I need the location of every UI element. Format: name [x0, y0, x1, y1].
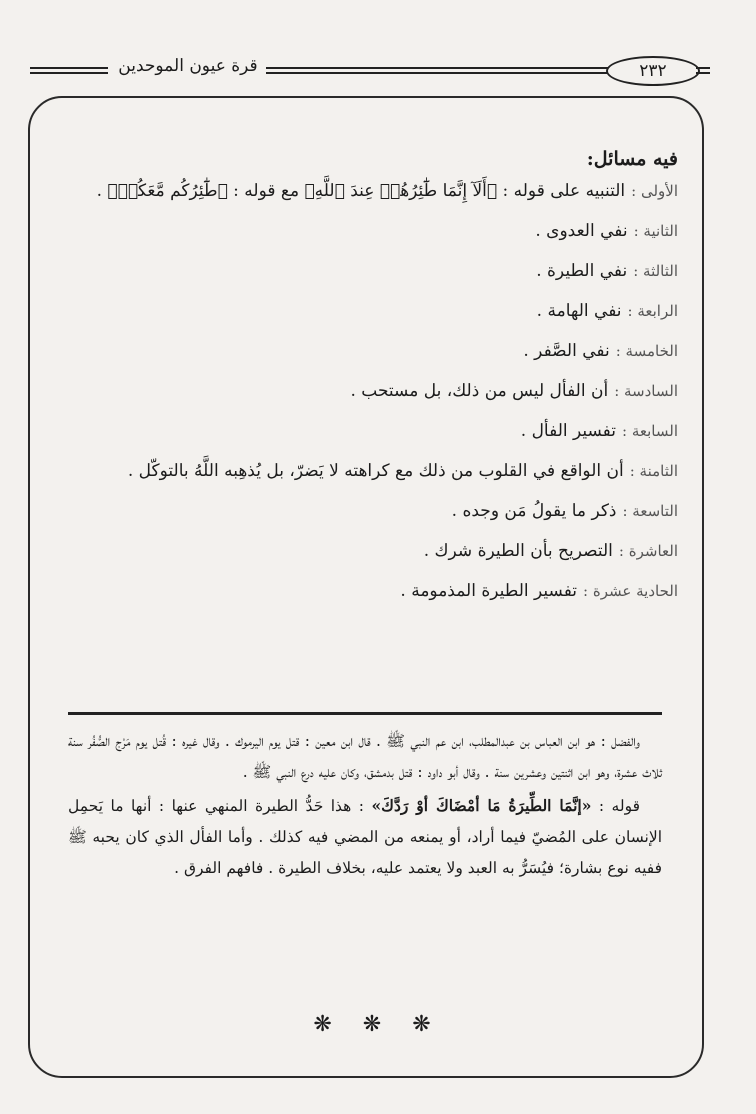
footnotes: [68, 726, 662, 886]
issue-text: نفي الهامة .: [536, 301, 622, 321]
issue-label: الثانية :: [633, 222, 678, 240]
issue-text: نفي الطيرة .: [536, 261, 628, 281]
issue-label: الثالثة :: [633, 262, 678, 280]
issue-label: السادسة :: [614, 382, 678, 400]
issue-label: السابعة :: [622, 422, 678, 440]
issue-item: [60, 456, 678, 486]
issue-text: التنبيه على قوله : ﴿أَلَآ إِنَّمَا طَٰٓئِرُهُمۡ عِندَ ٱللَّهِ﴾ مع قوله : ﴿طَٰٓئِرُكُم مَّعَكُمۡ﴾ .: [96, 181, 626, 201]
issue-label: الثامنة :: [629, 462, 678, 480]
header-rule-middle: [266, 67, 608, 74]
issue-label: الخامسة :: [615, 342, 678, 360]
issue-text: التصريح بأن الطيرة شرك .: [423, 541, 613, 561]
issue-text: نفي العدوى .: [535, 221, 628, 241]
footnote-lead: قوله :: [591, 797, 640, 815]
issue-text: أن الفأل ليس من ذلك، بل مستحب .: [350, 381, 609, 401]
issue-text: تفسير الفأل .: [520, 421, 617, 441]
issue-item: [60, 416, 678, 446]
issue-text: تفسير الطيرة المذمومة .: [400, 581, 578, 601]
issues-section: [60, 140, 678, 616]
issue-item: [60, 376, 678, 406]
issue-item: [60, 576, 678, 606]
issue-label: الحادية عشرة :: [583, 582, 678, 600]
page-header: [28, 54, 708, 94]
footnote-separator: [68, 712, 662, 715]
section-heading: فيه مسائل:: [586, 148, 678, 170]
footnote-paragraph: [68, 790, 662, 884]
issue-item: [60, 536, 678, 566]
issue-item: [60, 256, 678, 286]
issue-label: التاسعة :: [622, 502, 678, 520]
issue-text: نفي الصَّفر .: [523, 341, 610, 361]
issue-text: أن الواقع في القلوب من ذلك مع كراهته لا يَضرّ، بل يُذهِبه اللَّهُ بالتوكّل .: [127, 461, 624, 481]
header-rule-left: [30, 67, 108, 74]
issue-label: الأولى :: [631, 182, 678, 200]
page-number: ٢٣٢: [606, 56, 700, 86]
issue-item: [60, 296, 678, 326]
running-title: قرة عيون الموحدين: [118, 56, 258, 76]
issue-item: [60, 496, 678, 526]
footnote-text: : هذا حَدُّ الطيرة المنهي عنها : أنها ما يَحمِل الإنسان على المُضيّ فيما أراد، أو يمنعه من المضي فيه كذلك . وأما الفأل الذي كان يحبه ﷺ ففيه نوع بشارة؛ فيُسَرُّ به العبد ولا يعتمد عليه، بخلاف الطيرة . فافهم الفرق .: [68, 797, 662, 877]
hadith-quote: «إنَّمَا الطِّيرَةُ مَا أمْضَاكَ أوْ رَدَّكَ»: [371, 796, 592, 815]
issue-item: [60, 216, 678, 246]
header-rule-right: [696, 67, 710, 74]
issue-label: العاشرة :: [618, 542, 678, 560]
issue-text: ذكر ما يقولُ مَن وجده .: [451, 501, 617, 521]
ornament-stars: ❋ ❋ ❋: [313, 1012, 443, 1037]
issue-item: [60, 176, 678, 206]
footnote-paragraph: والفضل : هو ابن العباس بن عبدالمطلب، ابن عم النبي ﷺ . قال ابن معين : قتل يوم اليرموك . وقال غيره : قُتل يوم مَرْج الصُّفُر سنة ثلاث عشرة، وهو ابن اثنتين وعشرين سنة . وقال أبو داود : قتل بدمشق، وكان عليه درع النبي ﷺ .: [68, 732, 662, 781]
issue-item: [60, 336, 678, 366]
issue-label: الرابعة :: [627, 302, 678, 320]
